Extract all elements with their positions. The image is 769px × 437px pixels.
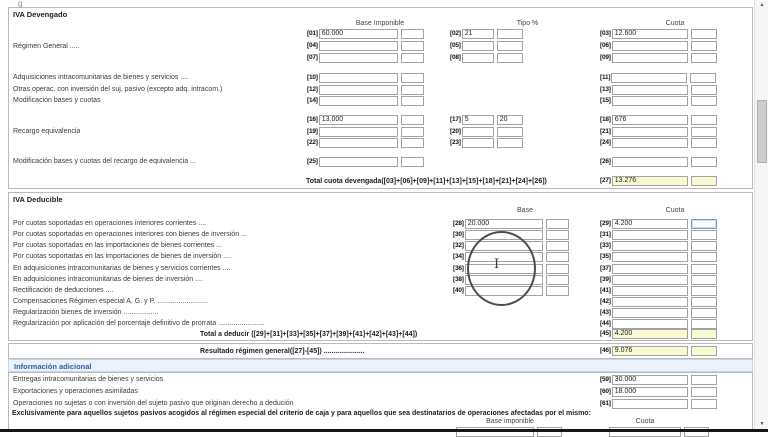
field-40: [40] — [453, 286, 569, 296]
label-adquisiciones: Adquisiciones intracomunitarias de bienes y servicios .... — [13, 74, 189, 81]
field-32: [32] — [453, 241, 569, 251]
column-header-tipo: Tipo % — [516, 20, 539, 27]
label-deducible-row-2: Por cuotas soportadas en las importaciones de bienes corrientes ... — [13, 242, 222, 249]
scrollbar-thumb[interactable] — [757, 100, 767, 163]
field-33: [33] — [600, 241, 717, 251]
field-37-cents[interactable] — [691, 264, 717, 274]
field-03-input[interactable]: 12.600 — [612, 29, 688, 39]
label-modif-recargo: Modificación bases y cuotas del recargo de equivalencia ... — [13, 158, 196, 165]
field-45-input[interactable]: 4.200 — [612, 329, 688, 339]
field-24: [24] — [600, 138, 717, 148]
field-61-cents[interactable] — [691, 399, 717, 409]
field-25-cents[interactable] — [401, 157, 424, 167]
field-44: [44] — [600, 319, 717, 329]
text-cursor-ibeam: I — [494, 257, 500, 272]
field-08-input[interactable] — [462, 53, 494, 63]
label-total-deducir: Total a deducir ([29]+[31]+[33]+[35]+[37]+[39]+[41]+[42]+[43]+[44]) — [200, 331, 418, 338]
label-deducible-row-6: Rectificación de deducciones .... — [13, 287, 114, 294]
field-36: [36] — [453, 264, 569, 274]
field-17-input[interactable]: 5 — [462, 115, 494, 125]
column-header-base-imponible: Base Imponible — [355, 20, 405, 27]
field-30-cents[interactable] — [546, 230, 569, 240]
field-01: [01] 60.000 — [307, 29, 424, 39]
annotation-circle — [467, 231, 536, 306]
field-13: [13] — [600, 85, 717, 95]
field-16-cents[interactable] — [401, 115, 424, 125]
field-39-input[interactable] — [612, 275, 688, 285]
field-34-cents[interactable] — [546, 252, 569, 262]
field-19-input[interactable] — [319, 127, 398, 137]
field-25-input[interactable] — [319, 157, 398, 167]
field-41-cents[interactable] — [691, 286, 717, 296]
field-38: [38] — [453, 275, 569, 285]
field-09-cents[interactable] — [691, 53, 717, 63]
info-adicional-title: Información adicional — [14, 362, 92, 371]
field-31: [31] — [600, 230, 717, 240]
label-total-devengada: Total cuota devengada([03]+[06]+[09]+[11]+[13]+[15]+[18]+[21]+[24]+[26]) — [306, 178, 547, 185]
field-20-cents[interactable] — [497, 127, 523, 137]
field-39-cents[interactable] — [691, 275, 717, 285]
field-05: [05] — [450, 41, 523, 51]
field-05-input[interactable] — [462, 41, 494, 51]
field-27-input[interactable]: 13.276 — [612, 176, 688, 186]
field-23: [23] — [450, 138, 523, 148]
field-28-input[interactable]: 20.000 — [465, 219, 543, 229]
label-criterio-caja-note: Exclusivamente para aquellos sujetos pasivos acogidos al régimen especial del criterio de caja y para aquellos que sea destinatarios de operaciones afectadas por el mismo: — [12, 410, 591, 417]
field-18-cents[interactable] — [691, 115, 717, 125]
field-21-cents[interactable] — [691, 127, 717, 137]
field-07-input[interactable] — [319, 53, 398, 63]
field-20: [20] — [450, 127, 523, 137]
field-46-cents[interactable] — [691, 346, 717, 356]
field-13-input[interactable] — [612, 85, 688, 95]
field-36-cents[interactable] — [546, 264, 569, 274]
field-04: [04] — [307, 41, 424, 51]
field-45-cents[interactable] — [691, 329, 717, 339]
column-header-base-imponible-bottom: Base imponible — [486, 418, 534, 425]
label-otras-operac: Otras operac. con inversión del suj. pasivo (excepto adq. intracom.) — [13, 86, 223, 93]
field-12: [12] — [307, 85, 424, 95]
column-header-cuota-deducible: Cuota — [665, 207, 685, 214]
field-30: [30] — [453, 230, 569, 240]
field-37-input[interactable] — [612, 264, 688, 274]
field-18: [18] 676 — [600, 115, 717, 125]
field-59: [59] 30.000 — [600, 375, 717, 385]
field-29-cents-focused[interactable] — [691, 219, 717, 229]
field-38-cents[interactable] — [546, 275, 569, 285]
field-42: [42] — [600, 297, 717, 307]
field-03-cents[interactable] — [691, 29, 717, 39]
field-06-cents[interactable] — [691, 41, 717, 51]
label-deducible-row-9: Regularización por aplicación del porcentaje definitivo de prorrata ........................ — [13, 320, 265, 327]
field-16: [16] 13.000 — [307, 115, 424, 125]
label-deducible-row-3: Por cuotas soportadas en las importaciones de bienes de inversión .... — [13, 253, 231, 260]
field-16-input[interactable]: 13.000 — [319, 115, 398, 125]
field-14: [14] — [307, 96, 424, 106]
label-deducible-row-5: En adquisiciones intracomunitarias de bienes de inversión .... — [13, 276, 203, 283]
clipped-text-artifact: g — [18, 0, 23, 8]
field-09-input[interactable] — [612, 53, 688, 63]
field-17-cents[interactable]: 20 — [497, 115, 523, 125]
field-01-input[interactable]: 60.000 — [319, 29, 398, 39]
label-deducible-row-4: En adquisiciones intracomunitarias de bienes y servicios corrientes .... — [13, 265, 231, 272]
field-14-input[interactable] — [319, 96, 398, 106]
field-59-input[interactable]: 30.000 — [612, 375, 688, 385]
info-adicional-header-bar — [8, 359, 753, 372]
field-07-cents[interactable] — [401, 53, 424, 63]
field-46: [46] 9.076 — [600, 346, 717, 356]
field-43-cents[interactable] — [691, 308, 717, 318]
field-33-cents[interactable] — [691, 241, 717, 251]
field-15-cents[interactable] — [691, 96, 717, 106]
field-17: [17] 5 20 — [450, 115, 523, 125]
field-31-cents[interactable] — [691, 230, 717, 240]
column-header-cuota: Cuota — [665, 20, 685, 27]
field-11-cents[interactable] — [690, 73, 716, 83]
label-operaciones-no-sujetas: Operaciones no sujetas o con inversión del sujeto pasivo que originan derecho a dedución — [13, 400, 294, 407]
field-21: [21] — [600, 127, 717, 137]
field-61: [61] — [600, 399, 717, 409]
field-08: [08] — [450, 53, 523, 63]
field-19-cents[interactable] — [401, 127, 424, 137]
field-59-cents[interactable] — [691, 375, 717, 385]
field-29-input[interactable]: 4.200 — [612, 219, 688, 229]
scroll-down-arrow-icon[interactable]: ▼ — [759, 421, 765, 427]
field-06: [06] — [600, 41, 717, 51]
field-26: [26] — [600, 157, 717, 167]
field-08-cents[interactable] — [497, 53, 523, 63]
iva-devengado-title: IVA Devengado — [13, 10, 68, 19]
label-deducible-row-8: Regularización bienes de inversión .................. — [13, 309, 159, 316]
field-22-input[interactable] — [319, 138, 398, 148]
field-04-cents[interactable] — [401, 41, 424, 51]
field-12-cents[interactable] — [401, 85, 424, 95]
field-21-input[interactable] — [612, 127, 688, 137]
field-60-cents[interactable] — [691, 387, 717, 397]
field-09: [09] — [600, 53, 717, 63]
letterbox-bar — [0, 429, 768, 432]
field-24-cents[interactable] — [691, 138, 717, 148]
field-14-cents[interactable] — [401, 96, 424, 106]
field-34: [34] — [453, 252, 569, 262]
field-35-input[interactable] — [612, 252, 688, 262]
field-41-input[interactable] — [612, 286, 688, 296]
field-10-cents[interactable] — [401, 73, 424, 83]
field-46-input[interactable]: 9.076 — [612, 346, 688, 356]
field-29: [29] 4.200 — [600, 219, 717, 229]
label-recargo: Recargo equivalencia — [13, 128, 81, 135]
field-10-input[interactable] — [319, 73, 398, 83]
field-23-input[interactable] — [462, 138, 494, 148]
field-28: [28] 20.000 — [453, 219, 569, 229]
field-02-input[interactable]: 21 — [462, 29, 494, 39]
label-deducible-row-0: Por cuotas soportadas en operaciones interiores corrientes .... — [13, 220, 206, 227]
label-deducible-row-7: Compensaciones Régimen especial A. G. y P. .......................... — [13, 298, 208, 305]
field-27: [27] 13.276 — [600, 176, 717, 186]
field-41: [41] — [600, 286, 717, 296]
field-02: [02] 21 — [450, 29, 523, 39]
field-25: [25] — [307, 157, 424, 167]
vertical-scrollbar[interactable] — [754, 0, 768, 432]
field-07: [07] — [307, 53, 424, 63]
field-32-cents[interactable] — [546, 241, 569, 251]
field-23-cents[interactable] — [497, 138, 523, 148]
field-04-input[interactable] — [319, 41, 398, 51]
field-33-input[interactable] — [612, 241, 688, 251]
field-12-input[interactable] — [319, 85, 398, 95]
field-35-cents[interactable] — [691, 252, 717, 262]
field-60: [60] 18.000 — [600, 387, 717, 397]
label-exportaciones: Exportaciones y operaciones asimiladas — [13, 388, 138, 395]
label-regimen-general: Régimen General ..... — [13, 43, 80, 50]
field-43-input[interactable] — [612, 308, 688, 318]
field-31-input[interactable] — [612, 230, 688, 240]
scroll-up-arrow-icon[interactable]: ▲ — [759, 2, 765, 8]
field-44-input[interactable] — [612, 319, 688, 329]
field-06-input[interactable] — [612, 41, 688, 51]
iva-deducible-title: IVA Deducible — [13, 195, 63, 204]
field-19: [19] — [307, 127, 424, 137]
field-40-cents[interactable] — [546, 286, 569, 296]
field-15-input[interactable] — [612, 96, 688, 106]
field-11-input[interactable] — [611, 73, 687, 83]
field-03: [03] 12.600 — [600, 29, 717, 39]
field-43: [43] — [600, 308, 717, 318]
field-10: [10] — [307, 73, 424, 83]
field-28-cents[interactable] — [546, 219, 569, 229]
label-modificacion: Modificación bases y cuotas — [13, 97, 101, 104]
field-18-input[interactable]: 676 — [612, 115, 688, 125]
field-27-cents[interactable] — [691, 176, 717, 186]
field-13-cents[interactable] — [691, 85, 717, 95]
field-61-input[interactable] — [612, 399, 688, 409]
column-header-base: Base — [517, 207, 533, 214]
field-35: [35] — [600, 252, 717, 262]
field-22: [22] — [307, 138, 424, 148]
field-20-input[interactable] — [462, 127, 494, 137]
field-26-input[interactable] — [612, 157, 688, 167]
field-44-cents[interactable] — [691, 319, 717, 329]
label-deducible-row-1: Por cuotas soportadas en operaciones interiores con bienes de inversión ... — [13, 231, 247, 238]
field-11: [11] — [600, 73, 716, 83]
field-02-cents[interactable] — [497, 29, 523, 39]
field-15: [15] — [600, 96, 717, 106]
field-39: [39] — [600, 275, 717, 285]
column-header-cuota-bottom: Cuota — [635, 418, 655, 425]
field-26-cents[interactable] — [691, 157, 717, 167]
field-37: [37] — [600, 264, 717, 274]
field-22-cents[interactable] — [401, 138, 424, 148]
field-42-input[interactable] — [612, 297, 688, 307]
field-05-cents[interactable] — [497, 41, 523, 51]
field-45: [45] 4.200 — [600, 329, 717, 339]
label-entregas: Entregas intracomunitarias de bienes y servicios — [13, 376, 164, 383]
field-24-input[interactable] — [612, 138, 688, 148]
field-01-cents[interactable] — [401, 29, 424, 39]
label-resultado: Resultado régimen general([27]-[45]) ..................... — [200, 348, 365, 355]
field-42-cents[interactable] — [691, 297, 717, 307]
field-60-input[interactable]: 18.000 — [612, 387, 688, 397]
